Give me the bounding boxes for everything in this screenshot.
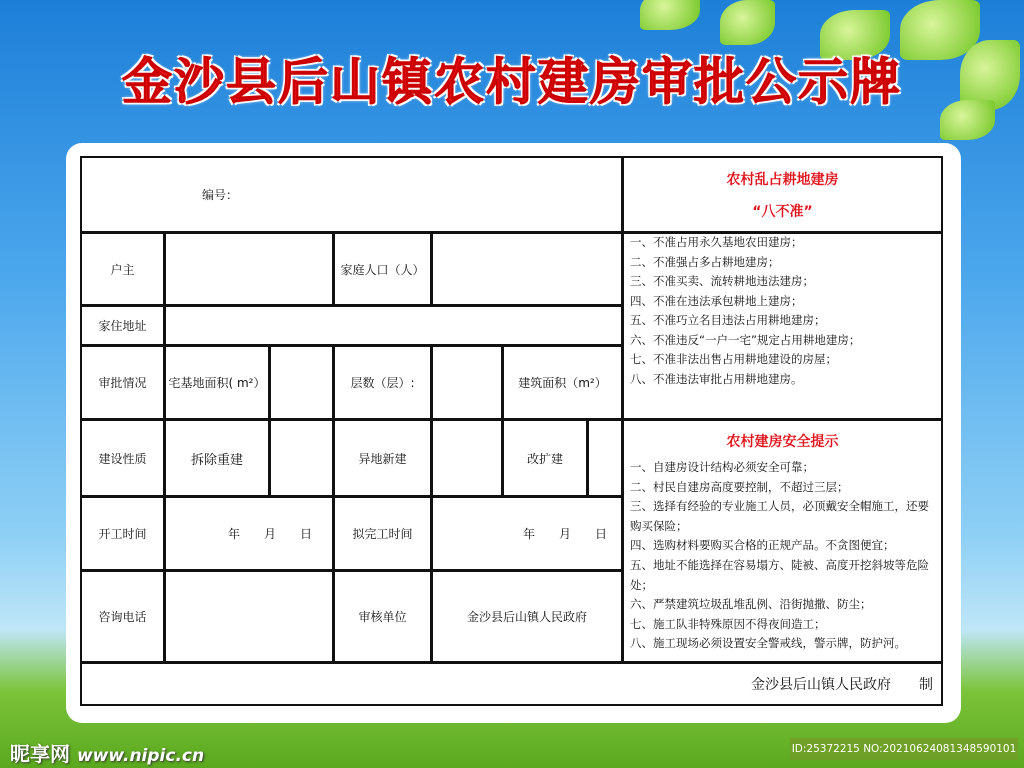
image-id: ID:25372215 NO:20210624081348590101: [790, 738, 1018, 760]
site-text: www.nipic.cn: [76, 746, 205, 766]
form-footer: 金沙县后山镇人民政府 制: [80, 662, 943, 706]
number-label: 编号：: [80, 156, 623, 233]
rule-item: 一、不准占用永久基地农田建房；: [630, 235, 803, 249]
safety-item: 六、严禁建筑垃圾乱堆乱例、沿街抛撒、防尘；: [630, 597, 872, 612]
homestead-field: [269, 345, 334, 420]
phone-field: [164, 570, 334, 663]
review-label: 审核单位: [333, 570, 432, 663]
safety-item: 五、地址不能选择在容易塌方、陡被、高度开挖斜坡等危险处；: [630, 557, 929, 592]
safety-title: 农村建房安全提示: [726, 434, 839, 450]
relocate-label: 异地新建: [333, 419, 432, 497]
demolish-label: 拆除重建: [164, 419, 270, 497]
logo-text: 昵享网: [10, 742, 70, 766]
family-field: [431, 232, 623, 306]
demolish-field: [269, 419, 334, 497]
homestead-label: 宅基地面积( m²）: [164, 345, 270, 420]
safety-item: 四、选购材料要购买合格的正规产品。不贪图便宜；: [630, 538, 895, 553]
safety-item: 一、自建房设计结构必须安全可靠；: [630, 460, 814, 474]
nature-label: 建设性质: [80, 419, 165, 497]
address-label: 家住地址: [80, 305, 165, 346]
expand-label: 改扩建: [502, 419, 588, 497]
floors-field: [431, 345, 503, 420]
page-title: 金沙县后山镇农村建房审批公示牌: [122, 53, 902, 111]
safety-item: 三、选择有经验的专业施工人员，必顶戴安全帽施工，还要购买保险；: [630, 499, 929, 533]
address-field: [164, 305, 623, 346]
rules-title: 农村乱占耕地建房: [726, 171, 839, 188]
rule-item: 三、不准买卖、流转耕地违法建房；: [630, 274, 814, 288]
finish-date: 年 月 日: [431, 496, 623, 571]
rule-item: 四、不准在违法承包耕地上建房；: [630, 293, 803, 308]
owner-field: [164, 232, 334, 306]
family-label: 家庭人口（人）: [333, 232, 432, 306]
owner-label: 户主: [80, 232, 165, 306]
approval-label: 审批情况: [80, 345, 165, 420]
review-value: 金沙县后山镇人民政府: [431, 570, 623, 663]
rule-item: 二、不准强占多占耕地建房；: [630, 254, 780, 269]
area-label: 建筑面积（m²）: [502, 345, 623, 420]
rules-header: [622, 156, 943, 233]
safety-item: 八、施工现场必须设置安全警戒线，警示牌，防护河。: [630, 636, 906, 651]
start-date: 年 月 日: [164, 496, 334, 571]
watermark-logo: [10, 738, 204, 767]
rule-item: 六、不准违反“一户一宅”规定占用耕地建房；: [630, 332, 861, 347]
expand-field: [587, 419, 623, 497]
safety-item: 七、施工队非特殊原因不得夜间造工；: [630, 616, 826, 631]
rule-item: 八、不准违法审批占用耕地建房。: [630, 371, 803, 386]
safety-list: [630, 458, 940, 654]
floors-label: 层数（层）:: [333, 345, 432, 420]
phone-label: 咨询电话: [80, 570, 165, 663]
rules-list: [630, 233, 940, 389]
rules-subtitle: “八不准”: [752, 203, 813, 220]
start-label: 开工时间: [80, 496, 165, 571]
relocate-field: [431, 419, 503, 497]
rule-item: 五、不准巧立名目违法占用耕地建房；: [630, 313, 826, 327]
rule-item: 七、不准非法出售占用耕地建设的房屋；: [630, 352, 837, 366]
finish-label: 拟完工时间: [333, 496, 432, 571]
safety-item: 二、村民自建房高度要控制，不超过三层；: [630, 479, 849, 494]
